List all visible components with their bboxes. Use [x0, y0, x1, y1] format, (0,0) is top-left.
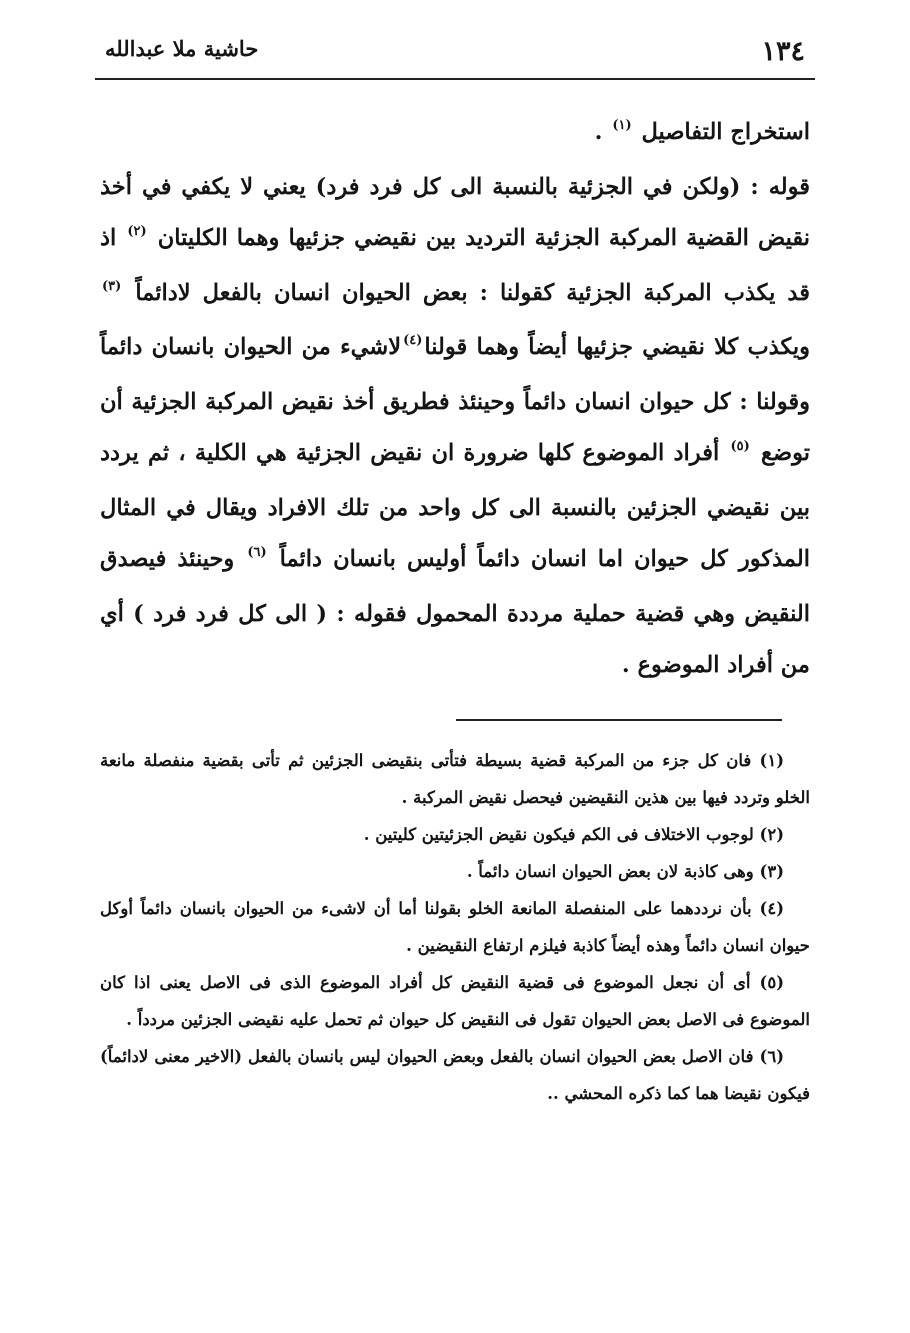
footnote-4: (٤) بأن نرددهما على المنفصلة المانعة الخلو بقولنا أما أن لاشىء من الحيوان بانسان دائماً أوكل حيوان انسان دائماً وهذه أيضاً كاذبة فيلزم ارتفاع النقيضين .	[100, 899, 810, 955]
footnote-separator	[456, 719, 782, 721]
footnote-2: (٢) لوجوب الاختلاف فى الكم فيكون نقيض الجزئيتين كليتين .	[363, 825, 784, 844]
paragraph-1-text: استخراج التفاصيل	[641, 119, 810, 145]
paragraph-2-part-d: لاشيء من الحيوان بانسان دائماً وقولنا : كل حيوان انسان دائماً وحينئذ فطريق أخذ نقيض المركبة الجزئية أن توضع	[100, 334, 810, 466]
footnotes	[100, 742, 810, 1112]
page-header	[95, 26, 815, 80]
footnote-ref-2: (٢)	[127, 224, 147, 239]
paragraph-1	[100, 107, 810, 162]
footnote-ref-1: (١)	[612, 118, 632, 133]
footnote-3: (٣) وهى كاذبة لان بعض الحيوان انسان دائماً .	[466, 862, 784, 881]
footnote-6: (٦) فان الاصل بعض الحيوان انسان بالفعل وبعض الحيوان ليس بانسان بالفعل (الاخير معنى لادائماً) فيكون نقيضا هما كما ذكره المحشي ..	[100, 1047, 810, 1103]
footnote-1: (١) فان كل جزء من المركبة قضية بسيطة فتأتى بنقيضى الجزئين ثم تأتى بقضية منفصلة مانعة الخلو وتردد فيها بين هذين النقيضين فيحصل نقيض المركبة .	[100, 751, 810, 807]
page-number: ١٣٤	[761, 36, 805, 67]
footnote-ref-4: (٤)	[403, 333, 423, 348]
paragraph-2-part-b: اذ قد يكذب المركبة الجزئية كقولنا : بعض الحيوان انسان بالفعل لادائماً	[100, 225, 811, 306]
footnote-ref-5: (٥)	[730, 439, 750, 454]
paragraph-1-end: .	[594, 119, 603, 145]
footnote-ref-3: (٣)	[102, 278, 122, 294]
paragraph-2-part-a: قوله : (ولكن في الجزئية بالنسبة الى كل فرد فرد) يعني لا يكفي في أخذ نقيض القضية المركبة الجزئية الترديد بين نقيضي جزئيها وهما الكليتان	[100, 173, 810, 251]
paragraph-2-part-e: أفراد الموضوع كلها ضرورة ان نقيض الجزئية هي الكلية ، ثم يردد بين نقيضي الجزئين بالنسبة الى كل واحد من تلك الافراد ويقال في المثال المذكور كل حيوان اما انسان دائماً أوليس بانسان دائماً	[100, 440, 810, 572]
footnote-ref-6: (٦)	[247, 545, 267, 560]
paragraph-2-part-f: وحينئذ فيصدق النقيض وهي قضية حملية مرددة المحمول فقوله : ( الى كل فرد فرد ) أي من أفراد الموضوع .	[100, 546, 810, 678]
footnote-5: (٥) أى أن نجعل الموضوع فى قضية النقيض كل أفراد الموضوع الذى فى الاصل يعنى اذا كان الموضوع فى الاصل بعض الحيوان تقول فى النقيض كل حيوان ثم تحمل عليه نقيضى الجزئين مردداً .	[100, 973, 810, 1029]
paragraph-2-part-c: ويكذب كلا نقيضي جزئيها أيضاً وهما قولنا	[424, 334, 810, 360]
paragraph-2	[100, 162, 810, 692]
main-text	[100, 107, 810, 692]
running-title: حاشية ملا عبدالله	[105, 36, 259, 61]
